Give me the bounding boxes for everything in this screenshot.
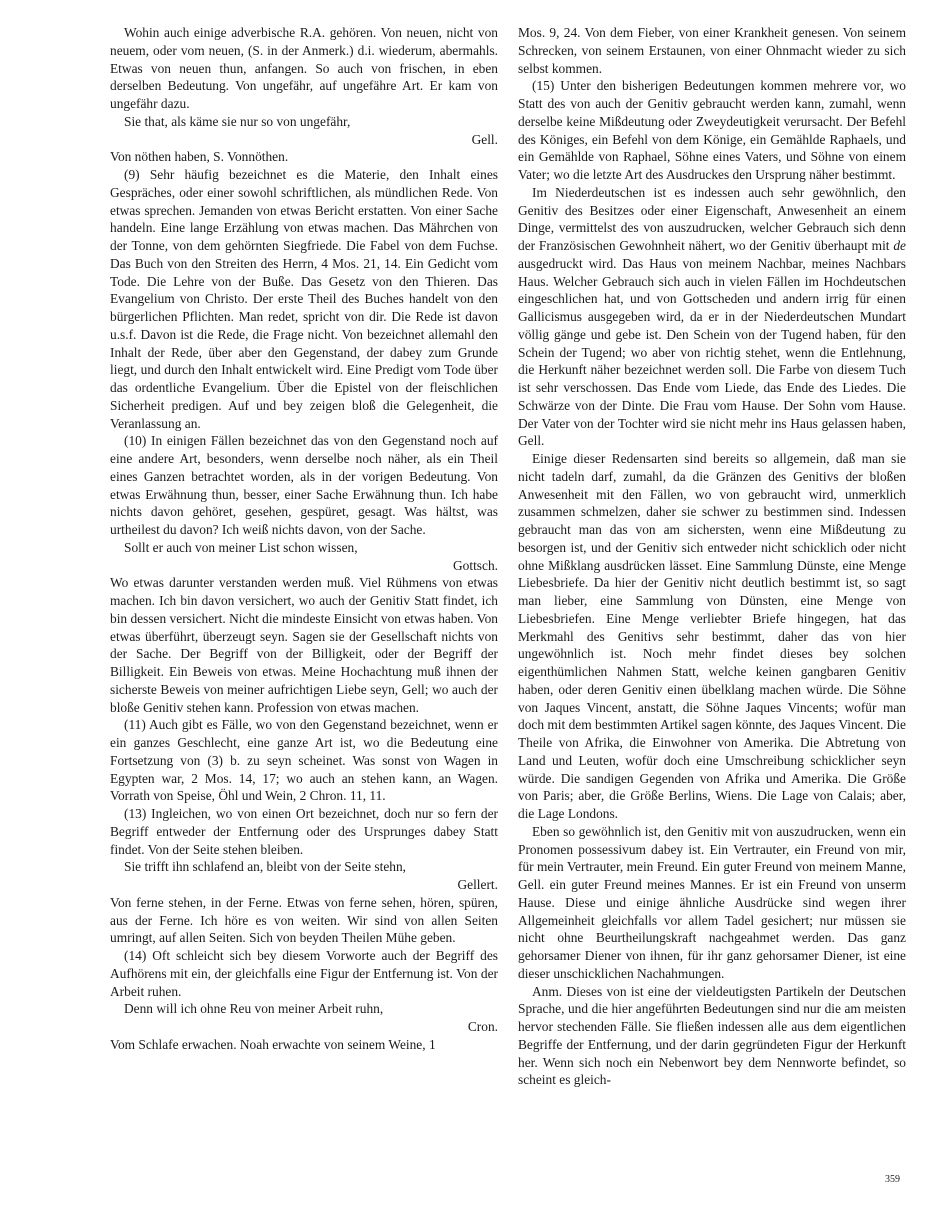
right-column [518, 24, 906, 1089]
paragraph: (15) Unter den bisherigen Bedeutungen kommen mehrere vor, wo Statt des von auch der Genitiv gebraucht werden kann, zumahl, wenn derselbe keine Mißdeutung oder Zweydeutigkeit verursacht. Der Befehl des Königes, ein Befehl von dem Könige, ein Gemählde Raphaels, und ein Gemählde von Raphael, Söhne eines Vaters, und Söhne von einem Vater; wo die letzte Art des Ausdruckes den Ursprung näher bestimmt. [518, 78, 906, 182]
paragraph: Wo etwas darunter verstanden werden muß. Viel Rühmens von etwas machen. Ich bin davon versichert, wo auch der Genitiv Statt findet, ich bin dessen versichert. Nicht die mindeste Einsicht von etwas haben. Von etwas überführt, überzeugt seyn. Sagen sie der Gesellschaft nichts von der Sache. Der Begriff von der Billigkeit, oder der Begriff der Billigkeit. Ein Beweis von etwas. Meine Hochachtung muß ihnen der sicherste Beweis von meiner aufrichtigen Liebe seyn, Gell; wo auch der bloße Genitiv stehen kann. Profession von etwas machen. [110, 575, 498, 715]
paragraph: Von ferne stehen, in der Ferne. Etwas von ferne sehen, hören, spüren, aus der Ferne. Ich höre es von weiten. Wir sind von allen Seiten umringt, auf allen Seiten. Sich von beyden Theilen Mühe geben. [110, 894, 498, 946]
paragraph: Vom Schlafe erwachen. Noah erwachte von seinem Weine, 1 [110, 1036, 436, 1052]
verse-quote: Sollt er auch von meiner List schon wissen, [124, 539, 358, 555]
paragraph: Wohin auch einige adverbische R.A. gehören. Von neuen, nicht von neuem, oder vom neuen, (S. in der Anmerk.) d.i. wiederum, abermahls. Etwas von neuen thun, anfangen. So auch von frischen, in eben derselben Bedeutung. Von ungefähr, auf ungefähre Art. Er kam von ungefähr dazu. [110, 25, 498, 111]
paragraph-text: ausgedruckt wird. Das Haus von meinem Nachbar, meines Nachbars Haus. Welcher Gebrauch sich auch in vielen Fällen im Hochdeutschen eingeschlichen hat, und von Gottscheden und andern irrig für einen Gallicismus ausgegeben wird, da er in der Niederdeutschen Mundart völlig gänge und gebe ist. Den Schein von der Tugend haben, für den Schein der Tugend; wo aber von richtig stehet, wenn die Entlehnung, die Herkunft näher bezeichnet werden soll. Die Farbe von diesem Tuch ist sehr verschossen. Das Ende vom Liede, das Ende des Liedes. Die Schwärze von der Dinte. Die Frau vom Hause. Der Sohn vom Hause. Der Vater von der Tochter wird sie nicht mehr ins Haus gelassen haben, Gell. [518, 255, 906, 449]
paragraph [518, 184, 906, 450]
paragraph: (13) Ingleichen, wo von einen Ort bezeichnet, doch nur so fern der Begriff entweder der Entfernung oder des Ursprunges dabey Statt findet. Von der Seite stehen bleiben. [110, 806, 498, 857]
quote-author: Gellert. [457, 877, 498, 892]
page-number: 359 [885, 1174, 900, 1185]
verse-quote: Sie trifft ihn schlafend an, bleibt von der Seite stehn, [124, 859, 407, 875]
paragraph: (11) Auch gibt es Fälle, wo von den Gegenstand bezeichnet, wenn er ein ganzes Geschlecht, eine ganze Art ist, wo die Bedeutung eine Fortsetzung von (3) b. zu seyn scheinet. Was sonst von Wagen in Egypten war, 2 Mos. 14, 17; wo auch an stehen kann, an Wagen. Vorrath von Speise, Öhl und Wein, 2 Chron. 11, 11. [110, 717, 498, 804]
verse-quote: Denn will ich ohne Reu von meiner Arbeit ruhn, [124, 1001, 384, 1017]
paragraph: Anm. Dieses von ist eine der vieldeutigsten Partikeln der Deutschen Sprache, und die hier angeführten Bedeutungen sind nur die am meisten hervor stechenden Fälle. Sie fließen indessen alle aus dem eigentlichen Begriffe der Entfernung, und der darin gegründeten Figur der Herkunft her. Wenn sich noch ein Nebenwort bey dem Nennworte befindet, so scheint es gleich- [518, 983, 906, 1088]
paragraph-text: Im Niederdeutschen ist es indessen auch sehr gewöhnlich, den Genitiv des Besitzes oder einer Eigenschaft, Anwesenheit an einem Dinge, vermittelst des von auszudrucken, welcher Gebrauch sich denn der Französischen Gewohnheit nähert, wo der Genitiv überhaupt mit [518, 184, 906, 253]
paragraph: Von nöthen haben, S. Vonnöthen. [110, 149, 289, 165]
paragraph: (9) Sehr häufig bezeichnet es die Materie, den Inhalt eines Gespräches, oder einer sowohl schriftlichen, als mündlichen Rede. Von etwas sprechen. Jemanden von etwas Bericht erstatten. Von einer Sache handeln. Eine lange Erzählung von etwas machen. Das Mährchen von der Tonne, von dem gehörnten Siegfriede. Die Fabel von dem Fuchse. Das Buch von den Streiten des Herrn, 4 Mos. 21, 14. Ein Gedicht vom Tode. Die Lehre von der Buße. Das Gesetz von den Thieren. Das Evangelium von Christo. Der erste Theil des Buches handelt von den bürgerlichen Pflichten. Man redet, spricht von dir. Die Rede ist davon u.s.f. Davon ist die Rede, die Frage nicht. Von bezeichnet allemahl den Inhalt der Rede, über aber den Gegenstand, der dabey zum Grunde liegt, und durch den Inhalt entwickelt wird. Eine Predigt vom Tode über das ordentliche Evangelium. Über die Epistel von der fleischlichen Sicherheit predigen. Auf und bey zeigen bloß die Gelegenheit, die Veranlassung an. [110, 167, 498, 431]
verse-quote: Sie that, als käme sie nur so von ungefähr, [124, 113, 351, 129]
quote-author: Gell. [471, 131, 498, 147]
italic-term: de [893, 238, 906, 253]
quote-author: Gottsch. [452, 557, 498, 573]
paragraph: Eben so gewöhnlich ist, den Genitiv mit von auszudrucken, wenn ein Pronomen possessivum dabey ist. Ein Vertrauter, ein Freund von mir, für mein Vertrauter, mein Freund. Ein guter Freund von meinem Manne, Gell. ein guter Freund meines Mannes. Er ist ein Freund von unserm Hause. Diese und einige ähnliche Ausdrücke sind wegen ihrer Allgemeinheit gleichfalls vor allem Tadel gesichert; nur müssen sie nicht ohne Beurtheilungskraft nachgeahmet werden. Das ganz gehorsamer Diener von ihnen, für ihr ganz gehorsamer Diener, ist eine dieser unschicklichen Nachahmungen. [518, 823, 906, 981]
paragraph: (14) Oft schleicht sich bey diesem Vorworte auch der Begriff des Aufhörens mit ein, der gleichfalls eine Figur der Entfernung ist. Von der Arbeit ruhen. [110, 948, 498, 999]
paragraph: Einige dieser Redensarten sind bereits so allgemein, daß man sie nicht tadeln darf, zumahl, da die Gränzen des Genitivs der bloßen Anwesenheit mit den Fällen, wo von gebraucht wird, unmerklich zusammen schmelzen, daher sie schwer zu bestimmen sind. Indessen gebraucht man das von am sichersten, wenn eine Mißdeutung zu besorgen ist, und der Genitiv sich entweder nicht schicklich oder nicht ohne Mißklang ausdrücken lässet. Eine Sammlung Dünste, eine Menge Liebesbriefe. Da hier der Genitiv nicht deutlich bestimmt ist, so sagt man lieber, eine Sammlung von Dünsten, eine Menge von Liebesbriefen. Eine Menge verliebter Briefe hingegen, hat das Merkmahl des Genitivs sehr bestimmt, daher das von hier ungewöhnlich ist. Noch mehr findet dieses bey solchen eigenthümlichen Nahmen Statt, welche keinen gangbaren Genitiv haben, oder deren Genitiv einen übelklang machen würde. Die Söhne von Jaques Vincent, anstatt, die Söhne Jaques Vincents; wofür man doch mit dem bestimmten Artikel sagen könnte, des Jaques Vincent. Die Theile von Afrika, die Einwohner von Amerika. Die Abtretung von Land und Leuten, wofür doch eine Umschreibung schicklicher seyn würde. Die sandigen Gegenden von Afrika und Amerika. Die Größe von Paris; aber, die Größe Berlins, Wiens. Die Lage von Calais; aber, die Lage Londons. [518, 451, 906, 821]
paragraph: (10) In einigen Fällen bezeichnet das von den Gegenstand noch auf eine andere Art, besonders, wenn derselbe noch näher, als ein Theil eines Ganzen betrachtet worden, als in der vorigen Bedeutung. Von etwas Erwähnung thun, besser, einer Sache Erwähnung thun. Ich habe nichts davon gehöret, gesehen, gespüret, gesagt. Was hältst, was urtheilest du davon? Ich weiß nichts davon, von der Sache. [110, 433, 498, 537]
left-column [110, 24, 498, 1054]
paragraph: Mos. 9, 24. Von dem Fieber, von einer Krankheit genesen. Von seinem Schrecken, von seinem Erstaunen, von einer Ohnmacht wieder zu sich selbst kommen. [518, 25, 906, 76]
quote-author: Cron. [467, 1019, 498, 1034]
